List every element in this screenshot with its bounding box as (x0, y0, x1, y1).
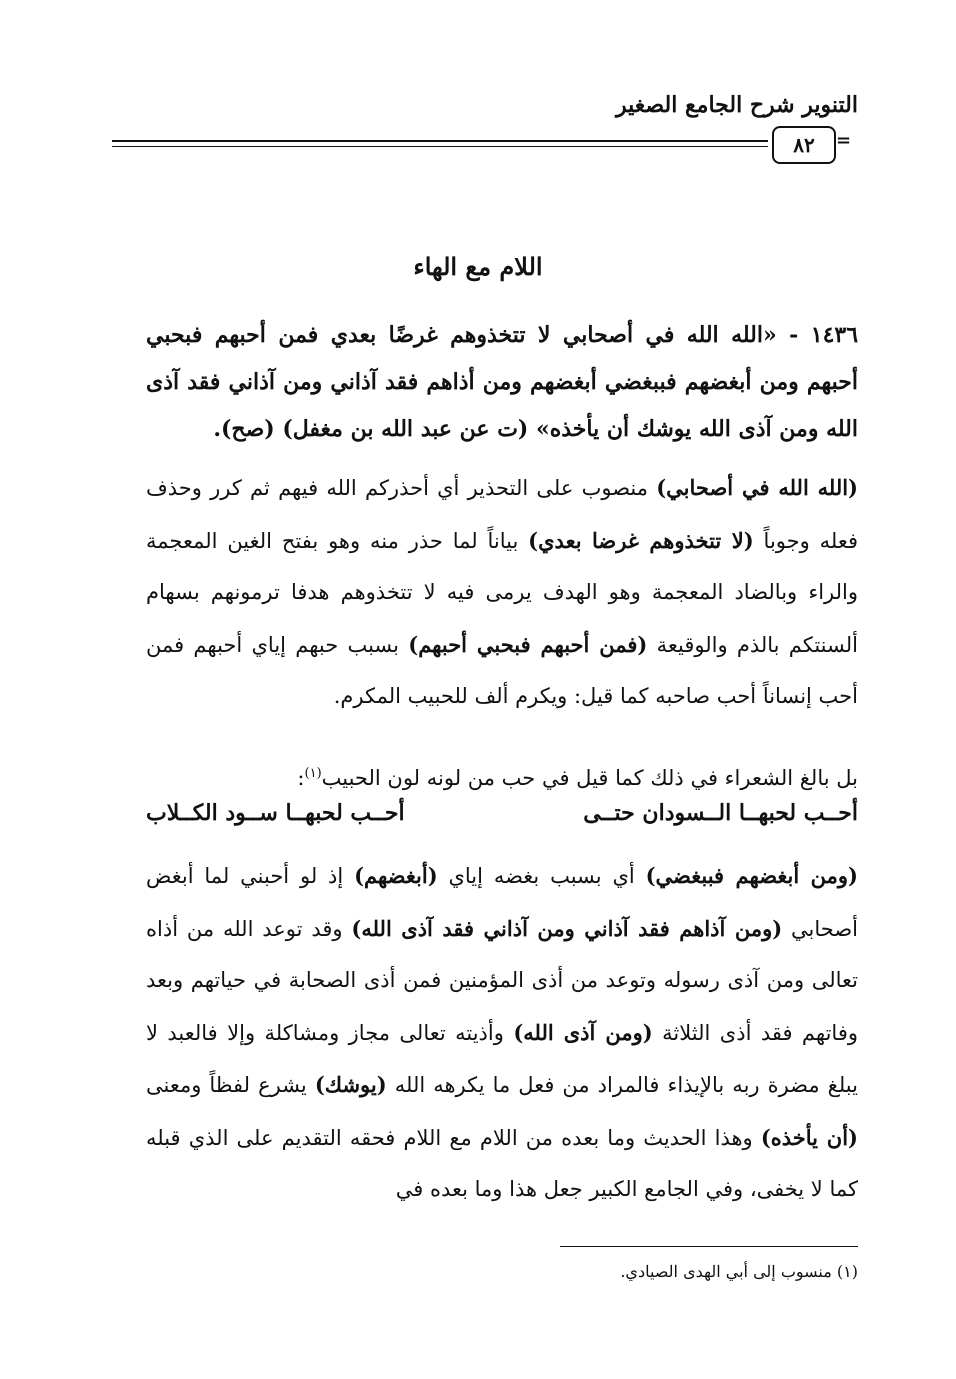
quoted-phrase: (ومن آذاهم فقد آذاني ومن آذاني فقد آذى الله) (351, 915, 783, 941)
footnote-marker: (١) (304, 766, 322, 781)
commentary-text: بياناً لما حذر منه وهو بفتح الغين المعجمة والراء وبالضاد المعجمة وهو الهدف يرمى فيه لا تتخذوهم هدفا ترمونهم بسهام ألسنتكم بالذم والوقيعة (146, 528, 858, 657)
hadith-text (146, 312, 858, 453)
footnote: (١) منسوب إلى أبي الهدى الصيادي. (620, 1262, 858, 1281)
running-header-title: التنوير شرح الجامع الصغير (616, 92, 858, 118)
footnote-separator (560, 1246, 858, 1247)
quoted-phrase: (الله الله في أصحابي) (656, 475, 858, 500)
quoted-phrase: (أن يأخذه) (760, 1124, 858, 1150)
header-rule-top (112, 140, 768, 142)
header-rule-bottom (112, 146, 768, 147)
page-number: ٨٢ (772, 126, 836, 164)
quoted-phrase: (ومن آذى الله) (513, 1019, 653, 1045)
explanation-paragraph-3 (146, 850, 858, 1216)
commentary-text: بل بالغ الشعراء في ذلك كما قيل في حب من لونه لون الحبيب (321, 766, 858, 790)
explanation-paragraph-1 (146, 462, 858, 723)
commentary-text: أي بسبب بغضه إياي (437, 864, 646, 888)
commentary-text: منصوب على التحذير أي أحذركم الله فيهم ثم كرر وحذف فعله وجوباً (146, 476, 858, 553)
hadith-body: الله الله في أصحابي لا تتخذوهم غرضًا بعدي فمن أحبهم فبحبي أحبهم ومن أبغضهم فببغضي أبغضهم ومن أذاهم فقد آذاني ومن آذاني فقد آذى الله ومن آذى الله يوشك أن يأخذه (146, 322, 858, 442)
verse-first-hemistich: أحــب لحبهــا الــسودان حتــى (583, 800, 858, 826)
hadith-number: ١٤٣٦ - « (763, 322, 859, 348)
quoted-phrase: (فمن أحبهم فبحبي أحبهم) (408, 631, 648, 657)
commentary-text: وهذا الحديث وما بعده من اللام مع اللام فحقه التقديم على الذي قبله كما لا يخفى، وفي الجامع الكبير جعل هذا وما بعده في (146, 1125, 858, 1201)
commentary-text: بسبب حبهم إياي أحبهم فمن أحب إنساناً أحب صاحبه كما قيل: ويكرم ألف للحبيب المكرم. (146, 632, 858, 708)
poetry-verse (146, 800, 858, 826)
commentary-text: وأذيته تعالى مجاز ومشاكلة وإلا فالعبد لا يبلغ مضرة ربه بالإيذاء فالمراد من فعل ما يكرهه الله (146, 1020, 858, 1097)
quoted-phrase: (يوشك) (314, 1072, 387, 1097)
hadith-source: » (ت عن عبد الله بن مغفل) (282, 416, 550, 442)
verse-second-hemistich: أحــب لحبهــا ســود الكــلاب (146, 800, 405, 826)
commentary-text: إذ لو أحبني لما أبغض أصحابي (146, 864, 858, 941)
hadith-grade: (صح). (213, 416, 283, 442)
quoted-phrase: (أبغضهم) (354, 863, 438, 888)
commentary-text: وقد توعد الله من أذاه تعالى ومن آذى رسوله وتوعد من أذى المؤمنين فمن أذى الصحابة في حياتهم وبعد وفاتهم فقد أذى الثلاثة (146, 916, 859, 1045)
section-title: اللام مع الهاء (413, 252, 543, 281)
commentary-text: : (297, 766, 305, 790)
quoted-phrase: (ومن أبغضهم فببغضي) (645, 863, 858, 888)
quoted-phrase: (لا تتخذوهم غرضا بعدي) (528, 527, 754, 553)
commentary-text: يشرع لفظاً ومعنى (146, 1073, 315, 1097)
explanation-paragraph-2 (146, 748, 858, 805)
page-number-mark: = (836, 130, 852, 151)
